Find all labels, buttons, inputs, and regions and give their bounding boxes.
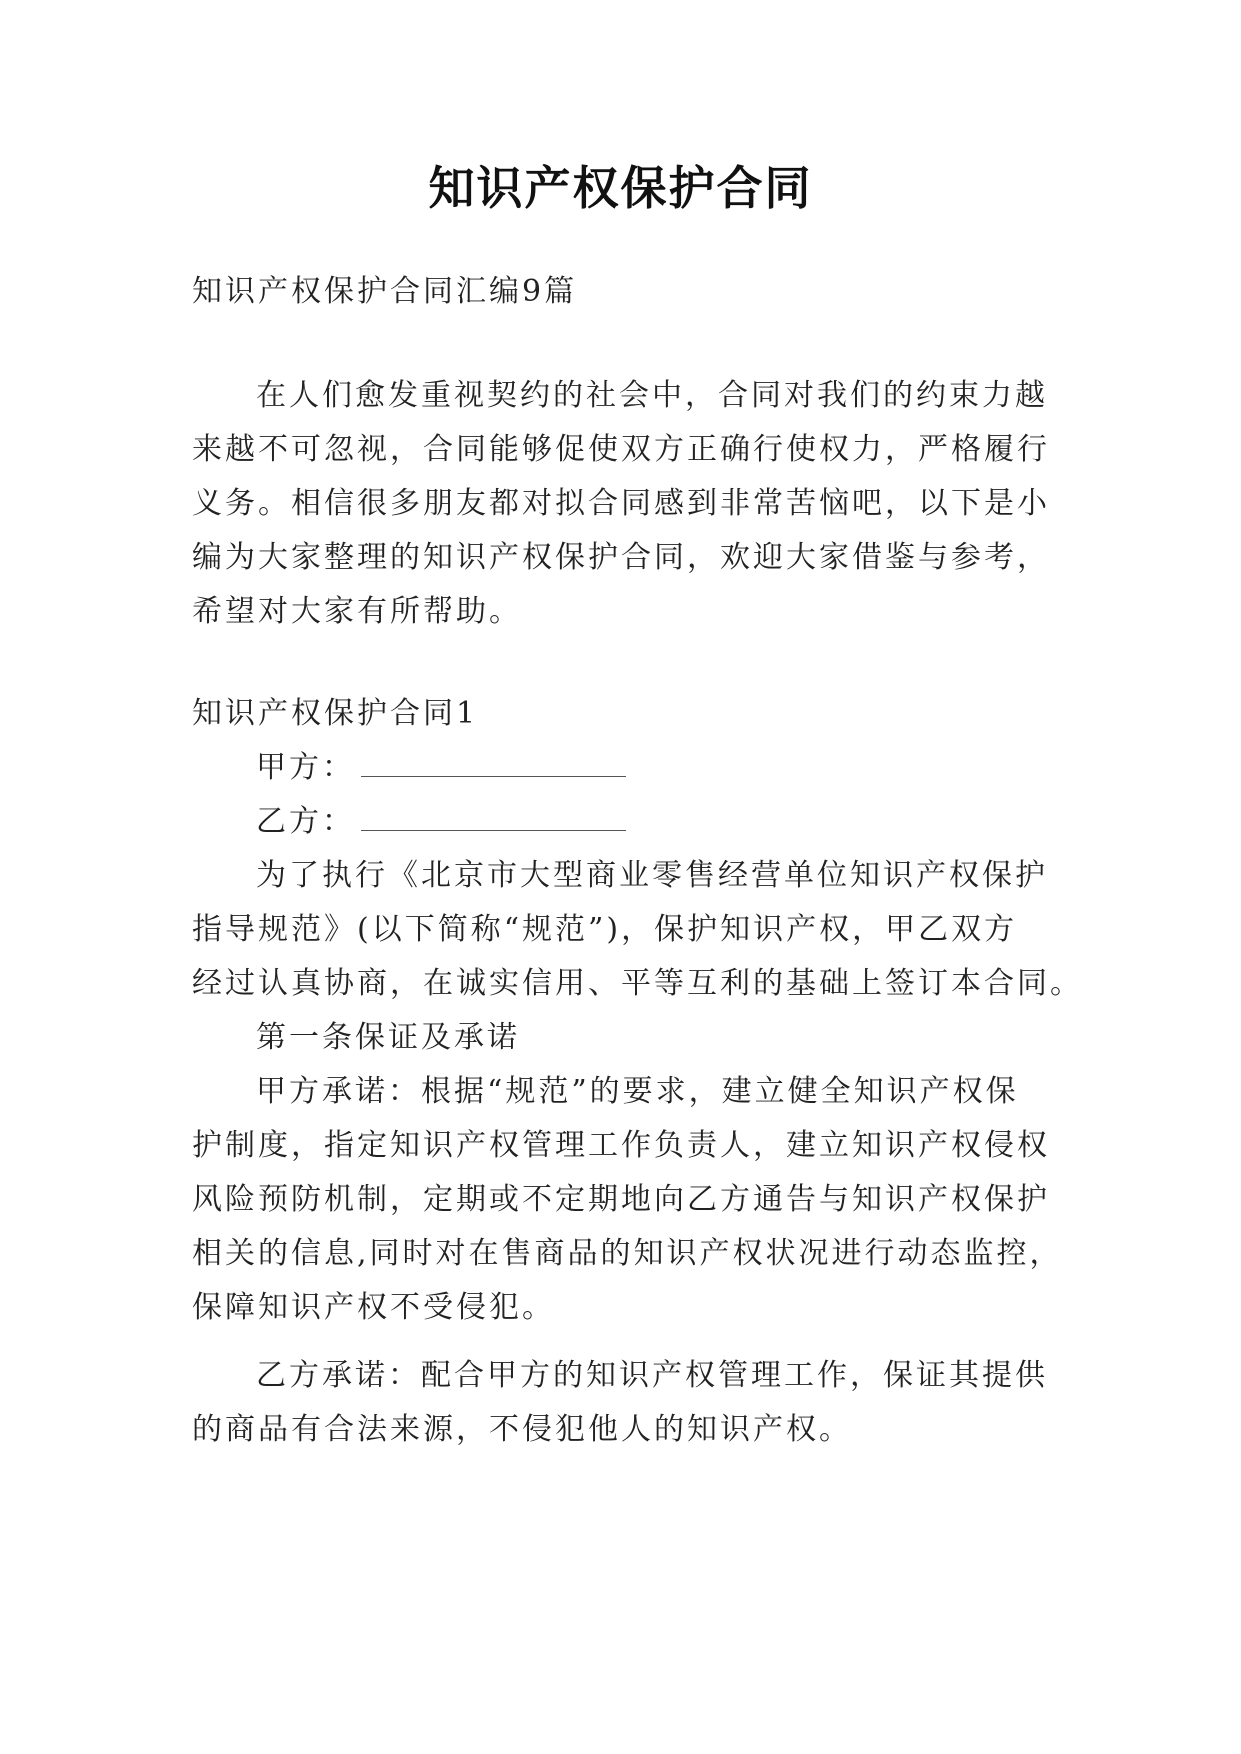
party-a-promise-line-5: 保障知识产权不受侵犯。 bbox=[192, 1290, 555, 1325]
party-a-promise-line-2: 护制度，指定知识产权管理工作负责人，建立知识产权侵权 bbox=[192, 1128, 1050, 1163]
party-a-label: 甲方： bbox=[256, 750, 355, 785]
purpose-line-2: 指导规范》(以下简称“规范”)，保护知识产权，甲乙双方 bbox=[192, 912, 1018, 947]
party-b-blank bbox=[361, 808, 626, 831]
party-b-promise-line-2: 的商品有合法来源，不侵犯他人的知识产权。 bbox=[192, 1412, 852, 1447]
intro-line-4: 编为大家整理的知识产权保护合同，欢迎大家借鉴与参考， bbox=[192, 540, 1050, 575]
article-1-heading: 第一条保证及承诺 bbox=[256, 1020, 520, 1055]
party-a-promise-line-1: 甲方承诺：根据“规范”的要求，建立健全知识产权保 bbox=[256, 1074, 1019, 1109]
intro-line-5: 希望对大家有所帮助。 bbox=[192, 594, 522, 629]
intro-line-2: 来越不可忽视，合同能够促使双方正确行使权力，严格履行 bbox=[192, 432, 1050, 467]
document-subtitle: 知识产权保护合同汇编9篇 bbox=[192, 274, 578, 309]
party-b-promise-line-1: 乙方承诺：配合甲方的知识产权管理工作，保证其提供 bbox=[256, 1358, 1048, 1393]
party-a-line bbox=[256, 742, 626, 786]
party-b-label: 乙方： bbox=[256, 804, 355, 839]
purpose-line-3: 经过认真协商，在诚实信用、平等互利的基础上签订本合同。 bbox=[192, 966, 1083, 1001]
intro-line-3: 义务。相信很多朋友都对拟合同感到非常苦恼吧，以下是小 bbox=[192, 486, 1050, 521]
party-b-line bbox=[256, 796, 626, 840]
party-a-blank bbox=[361, 754, 626, 777]
intro-line-1: 在人们愈发重视契约的社会中，合同对我们的约束力越 bbox=[256, 378, 1048, 413]
purpose-line-1: 为了执行《北京市大型商业零售经营单位知识产权保护 bbox=[256, 858, 1048, 893]
section-heading: 知识产权保护合同1 bbox=[192, 696, 479, 731]
party-a-promise-line-4: 相关的信息,同时对在售商品的知识产权状况进行动态监控， bbox=[192, 1236, 1063, 1271]
document-title: 知识产权保护合同 bbox=[428, 161, 813, 215]
party-a-promise-line-3: 风险预防机制，定期或不定期地向乙方通告与知识产权保护 bbox=[192, 1182, 1050, 1217]
